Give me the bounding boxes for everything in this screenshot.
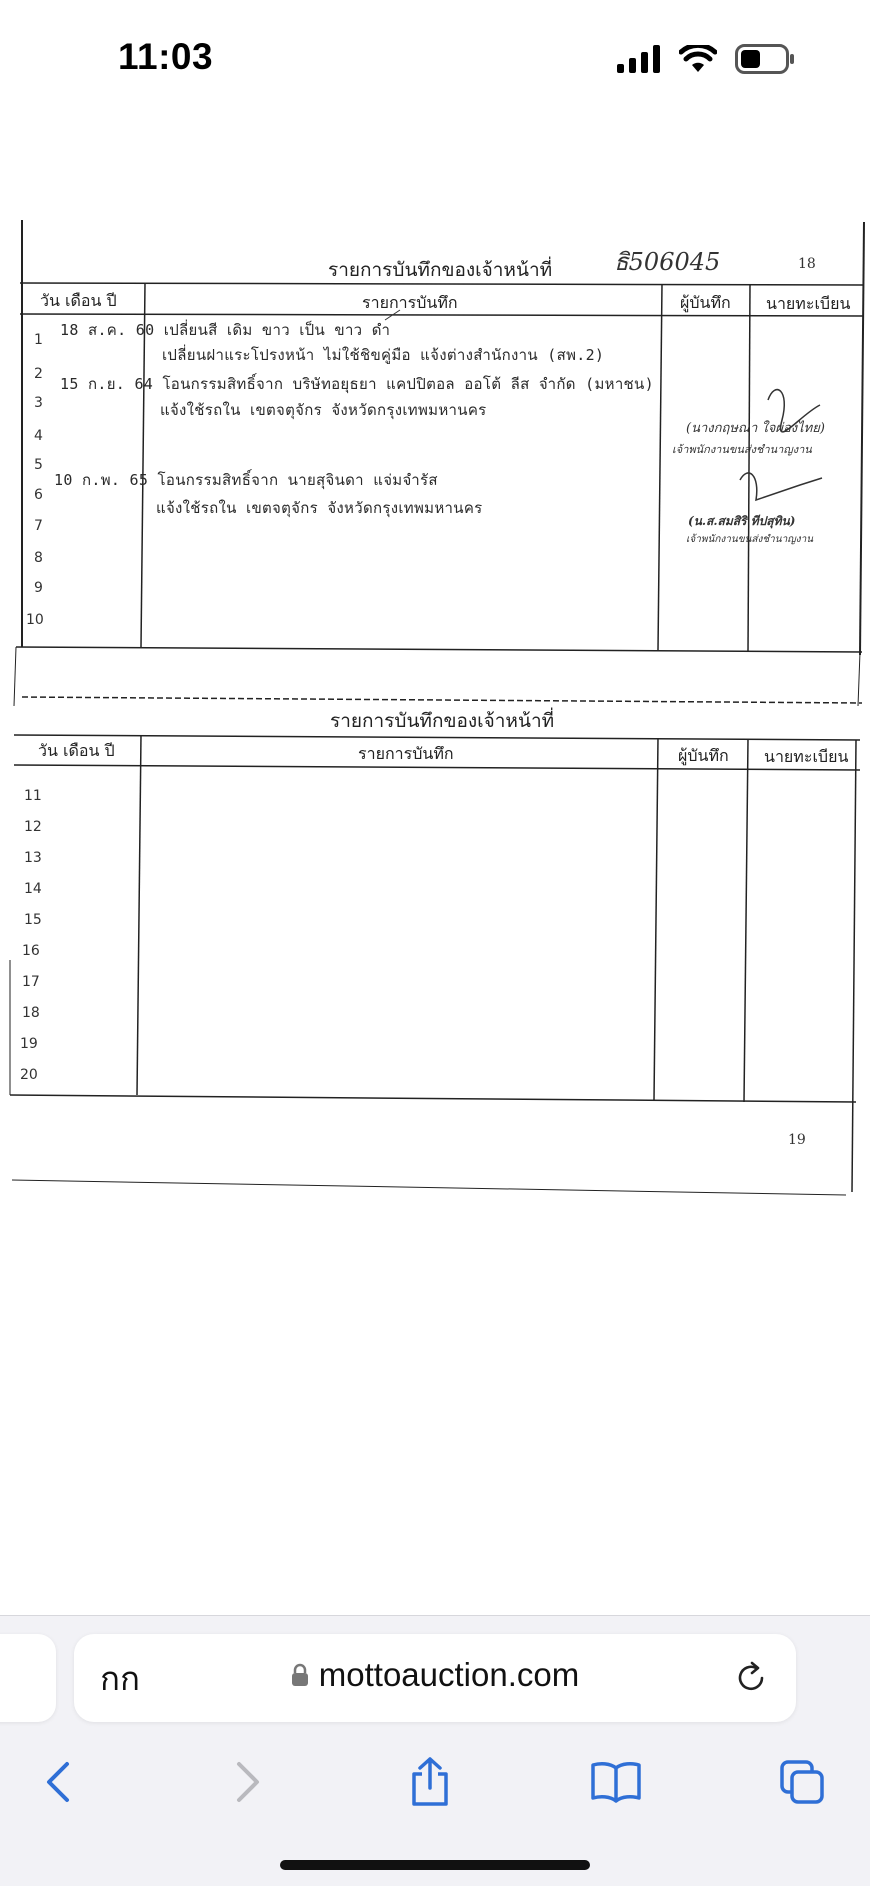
row-number: 7: [34, 518, 43, 534]
lower-col-entry: รายการบันทึก: [358, 744, 454, 763]
safari-bottom-bar: [0, 1615, 870, 1886]
signature-title: เจ้าพนักงานขนส่งชำนาญงาน: [686, 534, 814, 545]
status-icons: [617, 44, 795, 74]
row-number: 6: [34, 487, 43, 503]
record-entry: 15 ก.ย. 64 โอนกรรมสิทธิ์จาก บริษัทอยุธยา แคปปิตอล ออโต้ ลีส จำกัด (มหาชน): [60, 375, 654, 393]
scanned-document: [0, 200, 870, 1200]
row-number: 5: [34, 457, 43, 473]
record-entry: เปลี่ยนฝาแระโปรงหน้า ไม่ใช้ชิขคู่มือ แจ้งต่างสำนักงาน (สพ.2): [162, 346, 605, 364]
upper-col-registrar: นายทะเบียน: [766, 294, 851, 313]
back-icon: [43, 1760, 73, 1804]
lower-sheet-title: รายการบันทึกของเจ้าหน้าที่: [330, 710, 555, 732]
row-number: 10: [26, 612, 44, 628]
forward-icon: [233, 1760, 263, 1804]
tabs-icon: [778, 1758, 826, 1806]
lower-col-date: วัน เดือน ปี: [38, 741, 115, 760]
row-number: 2: [34, 366, 43, 382]
lower-page-number: 19: [788, 1132, 806, 1148]
address-bar[interactable]: [74, 1634, 796, 1722]
row-number: 11: [24, 788, 42, 804]
handwritten-number: ธิ506045: [614, 248, 721, 276]
lower-col-recorder: ผู้บันทึก: [678, 746, 729, 765]
bookmarks-button[interactable]: [588, 1754, 644, 1810]
row-number: 4: [34, 428, 43, 444]
text-size-button[interactable]: กก: [100, 1660, 140, 1697]
signature-name: (น.ส.สมสิริ ทีปสุทิน): [688, 514, 796, 528]
row-number: 19: [20, 1036, 38, 1052]
row-number: 17: [22, 974, 40, 990]
bookmarks-icon: [590, 1760, 642, 1804]
toolbar: [0, 1744, 870, 1824]
row-number: 15: [24, 912, 42, 928]
row-number: 3: [34, 395, 43, 411]
row-number: 12: [24, 819, 42, 835]
home-indicator: [280, 1860, 590, 1870]
url-display[interactable]: [74, 1656, 796, 1694]
share-icon: [408, 1756, 452, 1808]
row-number: 16: [22, 943, 40, 959]
status-time: 11:03: [118, 36, 214, 77]
lock-icon: [291, 1663, 309, 1687]
reload-icon[interactable]: [732, 1658, 772, 1698]
forward-button[interactable]: [220, 1754, 276, 1810]
row-number: 8: [34, 550, 43, 566]
upper-sheet-title: รายการบันทึกของเจ้าหน้าที่: [328, 259, 553, 281]
upper-col-recorder: ผู้บันทึก: [680, 293, 731, 312]
row-number: 18: [22, 1005, 40, 1021]
row-number: 1: [34, 332, 43, 348]
record-entry: 18 ส.ค. 60 เปลี่ยนสี เดิม ขาว เป็น ขาว ดำ: [60, 321, 391, 339]
lower-col-registrar: นายทะเบียน: [764, 747, 849, 766]
row-number: 14: [24, 881, 42, 897]
record-entry: 10 ก.พ. 65 โอนกรรมสิทธิ์จาก นายสุจินดา แจ่มจำรัส: [54, 471, 438, 489]
cellular-signal-icon: [617, 45, 661, 73]
signature-name: (นางกฤษณา ใจผ่องไทย): [686, 421, 825, 436]
status-bar: [0, 0, 870, 120]
upper-col-date: วัน เดือน ปี: [40, 291, 117, 310]
row-number: 20: [20, 1067, 38, 1083]
tabs-button[interactable]: [774, 1754, 830, 1810]
record-entry: แจ้งใช้รถใน เขตจตุจักร จังหวัดกรุงเทพมหานคร: [160, 401, 487, 419]
wifi-icon: [679, 45, 717, 73]
previous-tab-peek[interactable]: [0, 1634, 56, 1722]
share-button[interactable]: [402, 1754, 458, 1810]
record-entry: แจ้งใช้รถใน เขตจตุจักร จังหวัดกรุงเทพมหานคร: [156, 499, 483, 517]
row-number: 9: [34, 580, 43, 596]
upper-col-entry: รายการบันทึก: [362, 293, 458, 312]
signature-title: เจ้าพนักงานขนส่งชำนาญงาน: [672, 443, 812, 456]
back-button[interactable]: [30, 1754, 86, 1810]
battery-icon: [735, 44, 795, 74]
row-number: 13: [24, 850, 42, 866]
upper-page-number: 18: [798, 256, 816, 272]
url-text[interactable]: mottoauction.com: [318, 1656, 580, 1693]
